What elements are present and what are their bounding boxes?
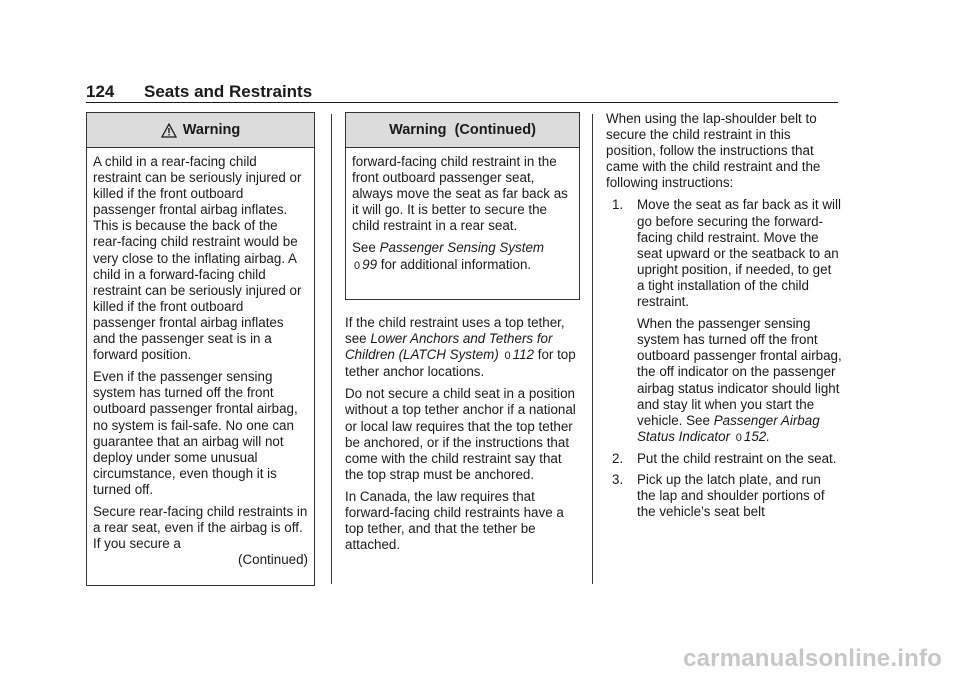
list-item	[606, 197, 842, 445]
column-divider	[331, 114, 332, 584]
warning-title-bar	[346, 113, 579, 148]
page-number: 124	[86, 82, 115, 101]
page-reference-icon: 0	[354, 259, 361, 272]
page-reference-number[interactable]: 112	[512, 347, 534, 363]
step-text: Move the seat as far back as it will go before securing the forward-facing child restraint. Move the seat upward or the seatback to an upright position, if needed, to get a tight installation of the child restraint.	[637, 197, 841, 310]
warning-title: Warning (Continued)	[389, 122, 536, 138]
cross-reference-link[interactable]: Passenger Airbag Status Indicator	[637, 412, 820, 444]
step-subparagraph	[637, 316, 842, 446]
body-paragraph: In Canada, the law requires that forward-facing child restraints have a top tether, and that the tether be attached.	[345, 488, 564, 553]
see-suffix: for additional information.	[380, 256, 532, 272]
step-text: When the passenger sensing system has turned off the front outboard passenger frontal airbag, the off indicator on the passenger airbag status indicator should light and stay lit when you start the vehicle. See	[637, 316, 842, 428]
see-prefix: See	[352, 240, 376, 256]
warning-title: Warning	[182, 122, 241, 138]
body-text: If the child restraint uses a top tether, see	[345, 315, 565, 347]
body-text-column-2	[345, 315, 581, 559]
body-text-column-3	[606, 111, 842, 525]
warning-box	[86, 112, 315, 586]
page-reference-icon: 0	[735, 431, 742, 444]
warning-body	[346, 148, 579, 278]
warning-paragraph: forward-facing child restraint in the front outboard passenger seat, always move the seat as far back as it will go. It is better to secure the child restraint in a rear seat.	[352, 154, 568, 234]
watermark: carmanualsonline.info	[683, 645, 942, 672]
body-paragraph: When using the lap-shoulder belt to secure the child restraint in this position, follow the instructions that came with the child restraint and the following instructions:	[606, 111, 821, 191]
body-paragraph	[345, 315, 581, 380]
step-text: Put the child restraint on the seat.	[637, 450, 837, 466]
section-title: Seats and Restraints	[144, 82, 313, 101]
warning-continued-box	[345, 112, 580, 300]
page-reference-icon: 0	[504, 350, 511, 363]
page-reference-number[interactable]: 99	[362, 256, 378, 272]
header-rule	[86, 102, 838, 103]
warning-triangle-icon	[161, 123, 177, 138]
warning-paragraph: A child in a rear-facing child restraint can be seriously injured or killed if the front outboard passenger frontal airbag inflates. This is because the back of the rear-facing child restraint would be very close to the inflating airbag. A child in a forward-facing child restraint can be seriously injured or killed if the front outboard passenger frontal airbag inflates and the passenger seat is in a forward position.	[93, 154, 302, 363]
page-header	[86, 82, 312, 102]
body-text: for top tether anchor locations.	[345, 347, 576, 380]
body-paragraph: Do not secure a child seat in a position without a top tether anchor if a national or local law requires that the top tether be anchored, or if the instructions that come with the child restraint say that the top strap must be anchored.	[345, 386, 576, 482]
page-reference-number[interactable]: 152.	[743, 428, 770, 444]
warning-title-bar	[87, 113, 314, 148]
warning-see-reference	[352, 240, 573, 273]
continued-label: (Continued)	[238, 552, 308, 568]
warning-paragraph: Secure rear-facing child restraints in a rear seat, even if the airbag is off. If you secure a	[93, 503, 308, 552]
list-item	[606, 451, 842, 467]
step-number: 2.	[612, 450, 624, 466]
column-divider	[592, 114, 593, 584]
warning-paragraph: Even if the passenger sensing system has turned off the front outboard passenger frontal airbag, no system is fail-safe. No one can guarantee that an airbag will not deploy under some unusual circumstance, even though it is turned off.	[93, 369, 298, 497]
step-number: 3.	[612, 471, 624, 487]
cross-reference-link[interactable]: Lower Anchors and Tethers for Children (LATCH System)	[345, 331, 553, 363]
step-text: Pick up the latch plate, and run the lap and shoulder portions of the vehicle’s seat belt	[637, 471, 825, 520]
step-number: 1.	[612, 197, 624, 213]
cross-reference-link[interactable]: Passenger Sensing System	[379, 240, 545, 256]
list-item	[606, 472, 842, 520]
instruction-list	[606, 197, 842, 520]
warning-body	[87, 148, 314, 574]
